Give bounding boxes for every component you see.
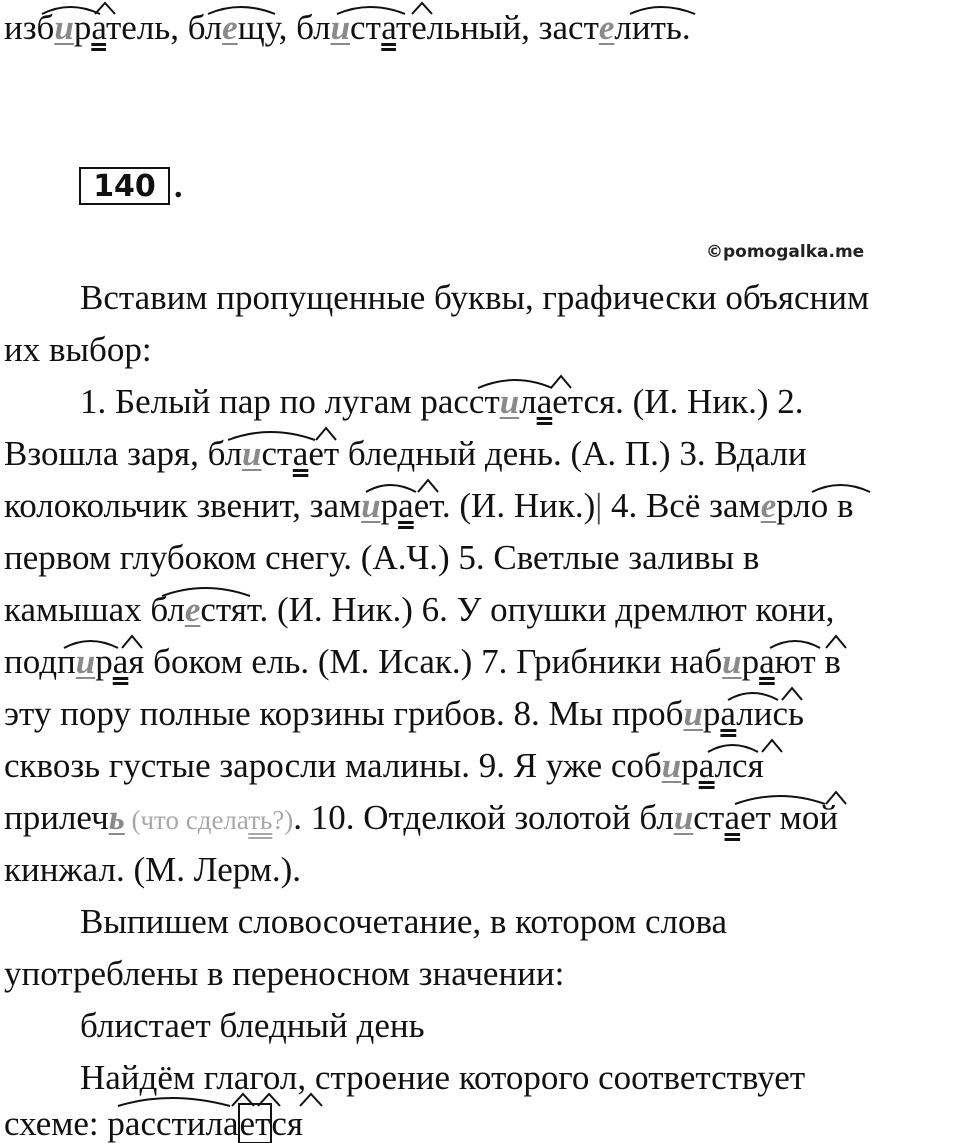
suffix-vowel: а	[536, 382, 553, 421]
copyright-watermark: ©pomogalka.me	[706, 242, 865, 262]
text-fragment: ет мой	[740, 798, 839, 837]
text-fragment: тельный,	[395, 8, 530, 47]
sentence-line-5	[4, 592, 834, 627]
task-number: 140	[93, 168, 156, 204]
phrase-task-line-1: Выпишем словосочетание, в котором слова	[80, 902, 728, 941]
text-fragment: изб	[4, 8, 55, 47]
suffix-caret	[762, 740, 782, 752]
suffix-vowel: а	[720, 694, 737, 733]
text-fragment: ют в	[774, 642, 841, 681]
sentence-line-2	[4, 436, 807, 471]
text-fragment: ет. (И. Ник.)	[413, 486, 596, 525]
checked-soft-sign: ь	[108, 798, 125, 837]
verb-answer-label: схеме:	[4, 1104, 108, 1143]
text-fragment: Взошла заря,	[4, 434, 208, 473]
phrase-answer: блистает бледный день	[80, 1006, 425, 1045]
text-fragment: ст	[350, 8, 382, 47]
hint-question: (что сдела	[124, 805, 249, 835]
text-fragment: л	[519, 382, 537, 421]
sentence-line-8	[4, 748, 764, 783]
checked-vowel: е	[598, 8, 615, 47]
text-fragment: ст	[693, 798, 725, 837]
checked-vowel: е	[184, 590, 201, 629]
phrase-task-line-2: употреблены в переносном значении:	[4, 954, 565, 993]
sentence-line-9	[4, 800, 838, 835]
text-fragment: рло в	[776, 486, 854, 525]
text-fragment: ет бледный день. (А. П.) 3. Вдали	[308, 434, 807, 473]
text-fragment: р	[380, 486, 399, 525]
text-fragment: ется. (И. Ник.) 2.	[552, 382, 804, 421]
checked-vowel: и	[661, 746, 682, 785]
verb-stem: расстила	[107, 1104, 239, 1143]
text-fragment: щу,	[237, 8, 288, 47]
sentence-line-4: первом глубоком снегу. (А.Ч.) 5. Светлые заливы в	[4, 538, 760, 577]
hint-question-end: ?)	[272, 805, 294, 835]
text-fragment: 4. Всё зам	[602, 486, 761, 525]
text-fragment: р	[73, 8, 92, 47]
text-fragment: заст	[538, 8, 599, 47]
text-fragment: сквозь густые заросли малины. 9. Я уже соб	[4, 746, 662, 785]
sentence-line-7	[4, 696, 804, 731]
text-fragment: камышах	[4, 590, 151, 629]
suffix-vowel: а	[698, 746, 715, 785]
checked-vowel: и	[499, 382, 520, 421]
checked-vowel: е	[760, 486, 777, 525]
suffix-vowel: а	[112, 642, 129, 681]
checked-vowel: и	[722, 642, 742, 681]
text-fragment: 1. Белый пар по лугам расст	[80, 382, 500, 421]
intro-line-1: Вставим пропущенные буквы, графически объясним	[80, 278, 870, 317]
checked-vowel: и	[683, 694, 703, 733]
text-fragment: бл	[639, 798, 674, 837]
hint-ending: ть	[248, 805, 273, 835]
text-fragment: стят. (И. Ник.) 6. У опушки дремлют кони,	[200, 590, 835, 629]
intro-line-2: их выбор:	[4, 330, 152, 369]
top-line	[4, 10, 691, 45]
sentence-line-10: кинжал. (М. Лерм.).	[4, 850, 302, 889]
checked-vowel: и	[673, 798, 694, 837]
text-fragment: бл	[296, 8, 331, 47]
text-fragment: бл	[207, 434, 243, 473]
suffix-vowel: а	[724, 798, 741, 837]
task-number-dot: .	[174, 168, 183, 205]
checked-vowel: и	[54, 8, 74, 47]
text-fragment: р	[702, 694, 721, 733]
suffix-vowel: а	[91, 8, 106, 47]
text-fragment: я боком ель. (М. Исак.) 7. Грибники наб	[128, 642, 723, 681]
text-fragment: . 10. Отделкой золотой	[293, 798, 640, 837]
suffix-vowel: а	[292, 434, 309, 473]
text-fragment: колокольчик звенит, зам	[4, 486, 362, 525]
verb-postfix: ся	[271, 1104, 304, 1143]
separator-bar: |	[595, 486, 603, 525]
text-fragment: лся	[714, 746, 764, 785]
verb-answer-line	[4, 1106, 303, 1141]
text-fragment: прилеч	[4, 798, 109, 837]
text-fragment: лись	[736, 694, 804, 733]
sentence-line-3	[4, 488, 854, 523]
text-fragment: бл	[187, 8, 223, 47]
sentence-line-1	[80, 384, 803, 419]
checked-vowel: и	[75, 642, 96, 681]
checked-vowel: и	[242, 434, 262, 473]
checked-vowel: и	[330, 8, 351, 47]
text-fragment: подп	[4, 642, 76, 681]
text-fragment: бл	[150, 590, 185, 629]
text-fragment: р	[741, 642, 760, 681]
sentence-line-6	[4, 644, 841, 679]
text-fragment: ст	[261, 434, 293, 473]
checked-vowel: е	[222, 8, 238, 47]
text-fragment: р	[95, 642, 113, 681]
suffix-vowel: а	[381, 8, 396, 47]
text-fragment: лить.	[614, 8, 691, 47]
verb-ending: ет	[239, 1104, 271, 1143]
checked-vowel: и	[361, 486, 381, 525]
text-fragment: р	[681, 746, 699, 785]
text-fragment: эту пору полные корзины грибов. 8. Мы проб	[4, 694, 684, 733]
suffix-vowel: а	[759, 642, 775, 681]
verb-task-line: Найдём глагол, строение которого соответствует	[80, 1058, 806, 1097]
text-fragment: тель,	[105, 8, 179, 47]
suffix-vowel: а	[398, 486, 414, 525]
task-number-box	[79, 167, 170, 205]
